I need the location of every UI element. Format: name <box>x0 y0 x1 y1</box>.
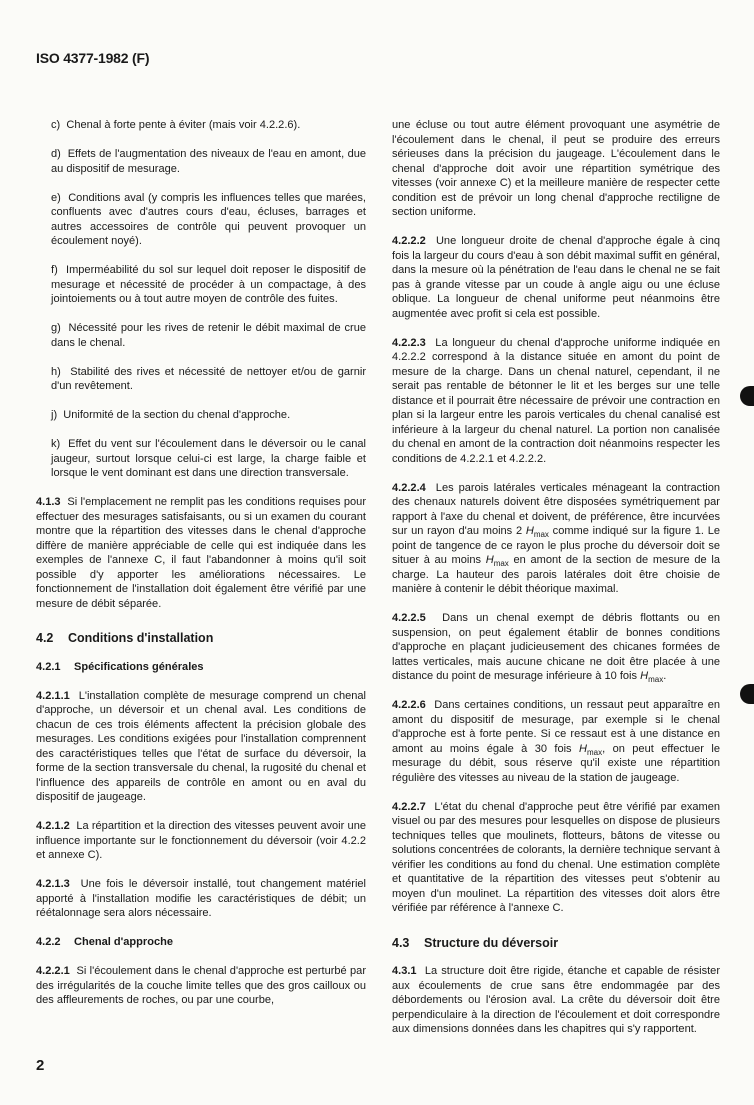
clause-4-1-3: 4.1.3 Si l'emplacement ne remplit pas les conditions requises pour effectuer des mesurages satisfaisants, ou si un examen du courant montre que la répartition des vitesses dans le chenal d'approche diffère de manière appréciable de celle qui est indiquée dans les exemples de l'annexe C, il faut l'abandonner à moins qu'il soit possible d'y apporter les améliorations nécessaires. Le fonctionnement de l'installation doit également être vérifié par une mesure de débit séparée. <box>36 496 366 610</box>
binder-hole-icon <box>740 684 754 704</box>
clause-4-2-2-1: 4.2.2.1 Si l'écoulement dans le chenal d'approche est perturbé par des irrégularités de la couche limite telles que des gros cailloux ou des affleurements de roches, ou par une courbe, <box>36 965 366 1006</box>
clause-4-2-2-4: 4.2.2.4 Les parois latérales verticales ménageant la contraction des chenaux naturels doivent être disposées symétriquement par rapport à l'axe du chenal et doivent, de préférence, être incurvées sur un rayon d'au moins 2 $H_{max}$ comme indiqué sur la figure 1. Le point de tangence de ce rayon le plus proche du déversoir doit se situer à au moins $H_{max}$ en amont de la section de mesure de la charge. La hauteur des parois latérales doit être choisie de manière à contenir le débit théorique maximal. <box>392 481 721 595</box>
clause-4-2-2-2: 4.2.2.2 Une longueur droite de chenal d'approche égale à cinq fois la largeur du cours d'eau à son débit maximal suffit en général, dans la mesure où la pénétration de l'eau dans le chenal ne se fait pas à grande vitesse par un coude à angle aigu ou une écluse oblique. La longueur de chenal uniforme peut néanmoins être augmentée avec profit si cela est possible. <box>392 235 721 320</box>
clause-4-2-2-5: 4.2.2.5 Dans un chenal exempt de débris flottants ou en suspension, on peut également établir de bonnes conditions d'approche en plaçant judicieusement des chicanes formées de lattes verticales, mais aucune chicane ne doit être placée à une distance du point de mesurage inférieure à 10 fois $H_{max}$. <box>392 612 720 685</box>
list-item-e: e) Conditions aval (y compris les influences telles que marées, confluents avec d'autres cours d'eau, écluses, barrages et autres accessoires de contrôle qui peuvent provoquer un écoulement noyé). <box>51 191 366 247</box>
subsection-heading-4-2-1: 4.2.1 Spécifications générales <box>36 660 204 673</box>
section-heading-4-3: 4.3 Structure du déversoir <box>392 935 559 950</box>
list-item-g: g) Nécessité pour les rives de retenir le débit maximal de crue dans le chenal. <box>51 322 367 349</box>
page-number: 2 <box>36 1057 45 1074</box>
right-column <box>392 118 720 1051</box>
clause-4-2-2-6: 4.2.2.6 Dans certaines conditions, un ressaut peut apparaître en amont du dispositif de mesurage, par exemple si le chenal d'approche est à forte pente. Si ce ressaut est à une distance en amont au moins égale à 30 fois $H_{max}$, on peut effectuer le mesurage du débit, sous réserve qu'il existe une répartition régulière des vitesses au niveau de la station de jaugeage. <box>392 699 720 784</box>
binder-hole-icon <box>740 386 754 406</box>
clause-4-2-2-3: 4.2.2.3 La longueur du chenal d'approche uniforme indiquée en 4.2.2.2 correspond à la distance située en amont du point de mesure de la charge. Dans un chenal naturel, cependant, il ne serait pas rentable de bétonner le lit et les berges sur une telle distance et il pourrait être nécessaire de prévoir une contraction en plan si la largeur entre les parois verticales du chenal canalisé est inférieure à la largeur du chenal naturel. La portion non canalisée du chenal en amont de la contraction doit néanmoins respecter les conditions de 4.2.2.1 et 4.2.2.2. <box>392 336 720 465</box>
list-item-d: d) Effets de l'augmentation des niveaux de l'eau en amont, due au dispositif de mesurage. <box>51 148 367 175</box>
clause-4-3-1: 4.3.1 La structure doit être rigide, étanche et capable de résister aux écoulements de crue sans être endommagée par des débordements ou l'érosion aval. La crête du déversoir doit être perpendiculaire à la direction de l'écoulement et doit correspondre aux dimensions données dans les chapitres qui s'y rapportent. <box>392 965 721 1035</box>
list-item-h: h) Stabilité des rives et nécessité de nettoyer et/ou de garnir d'un revêtement. <box>51 365 366 392</box>
list-item-j: j) Uniformité de la section du chenal d'approche. <box>51 409 291 421</box>
section-heading-4-2: 4.2 Conditions d'installation <box>36 631 214 645</box>
clause-4-2-1-3: 4.2.1.3 Une fois le déversoir installé, tout changement matériel apporté à l'installation modifie les caractéristiques de débit; un réétalonnage sera alors nécessaire. <box>36 878 367 919</box>
clause-4-2-2-1-continued: une écluse ou tout autre élément provoquant une asymétrie de l'écoulement dans le chenal, il peut se produire des erreurs sérieuses dans la précision du jaugeage. L'écoulement dans le chenal d'approche doit avoir une répartition symétrique des vitesses (voir annexe C) et la meilleure manière de respecter cette condition est de prévoir un long chenal d'approche rectiligne de section uniforme. <box>392 119 720 218</box>
clause-4-2-1-2: 4.2.1.2 La répartition et la direction des vitesses peuvent avoir une influence importante sur le fonctionnement du déversoir (voir 4.2.2 et annexe C). <box>36 820 366 861</box>
list-item-c: c) Chenal à forte pente à éviter (mais voir 4.2.2.6). <box>51 119 301 131</box>
left-column <box>36 118 366 1022</box>
subsection-heading-4-2-2: 4.2.2 Chenal d'approche <box>36 936 173 948</box>
list-item-k: k) Effet du vent sur l'écoulement dans le déversoir ou le canal jaugeur, surtout lorsque celui-ci est large, la charge faible et lorsque le vent dominant est dans une direction transversale. <box>51 438 366 479</box>
clause-4-2-1-1: 4.2.1.1 L'installation complète de mesurage comprend un chenal d'approche, un déversoir et un chenal aval. Les conditions de chacun de ces trois éléments affectent la précision globale des mesurages. Les conditions exigées pour l'installation comprennent des caractéristiques telles que l'état de surface du déversoir, la forme de la section transversale du chenal, la rugosité du chenal et l'influence des appareils de contrôle en amont ou en aval du dispositif de jaugeage. <box>36 689 366 803</box>
standard-header: ISO 4377-1982 (F) <box>36 50 150 66</box>
clause-4-2-2-7: 4.2.2.7 L'état du chenal d'approche peut être vérifié par examen visuel ou par des mesures pour lesquelles on dispose de plusieurs techniques telles que moulinets, flotteurs, bâtons de vitesse ou solutions concentrées de colorants, la dernière technique servant à vérifier les conditions au fond du chenal. Une estimation complète et quantitative de la répartition des vitesses peut s'obtenir au moyen d'un moulinet. La répartition des vitesses doit alors être vérifiée par référence à l'annexe C. <box>392 800 720 914</box>
list-item-f: f) Imperméabilité du sol sur lequel doit reposer le dispositif de mesurage et nécessité de procéder à un compactage, à des jointoiements ou à tout autre moyen de contrôle des fuites. <box>51 264 366 305</box>
